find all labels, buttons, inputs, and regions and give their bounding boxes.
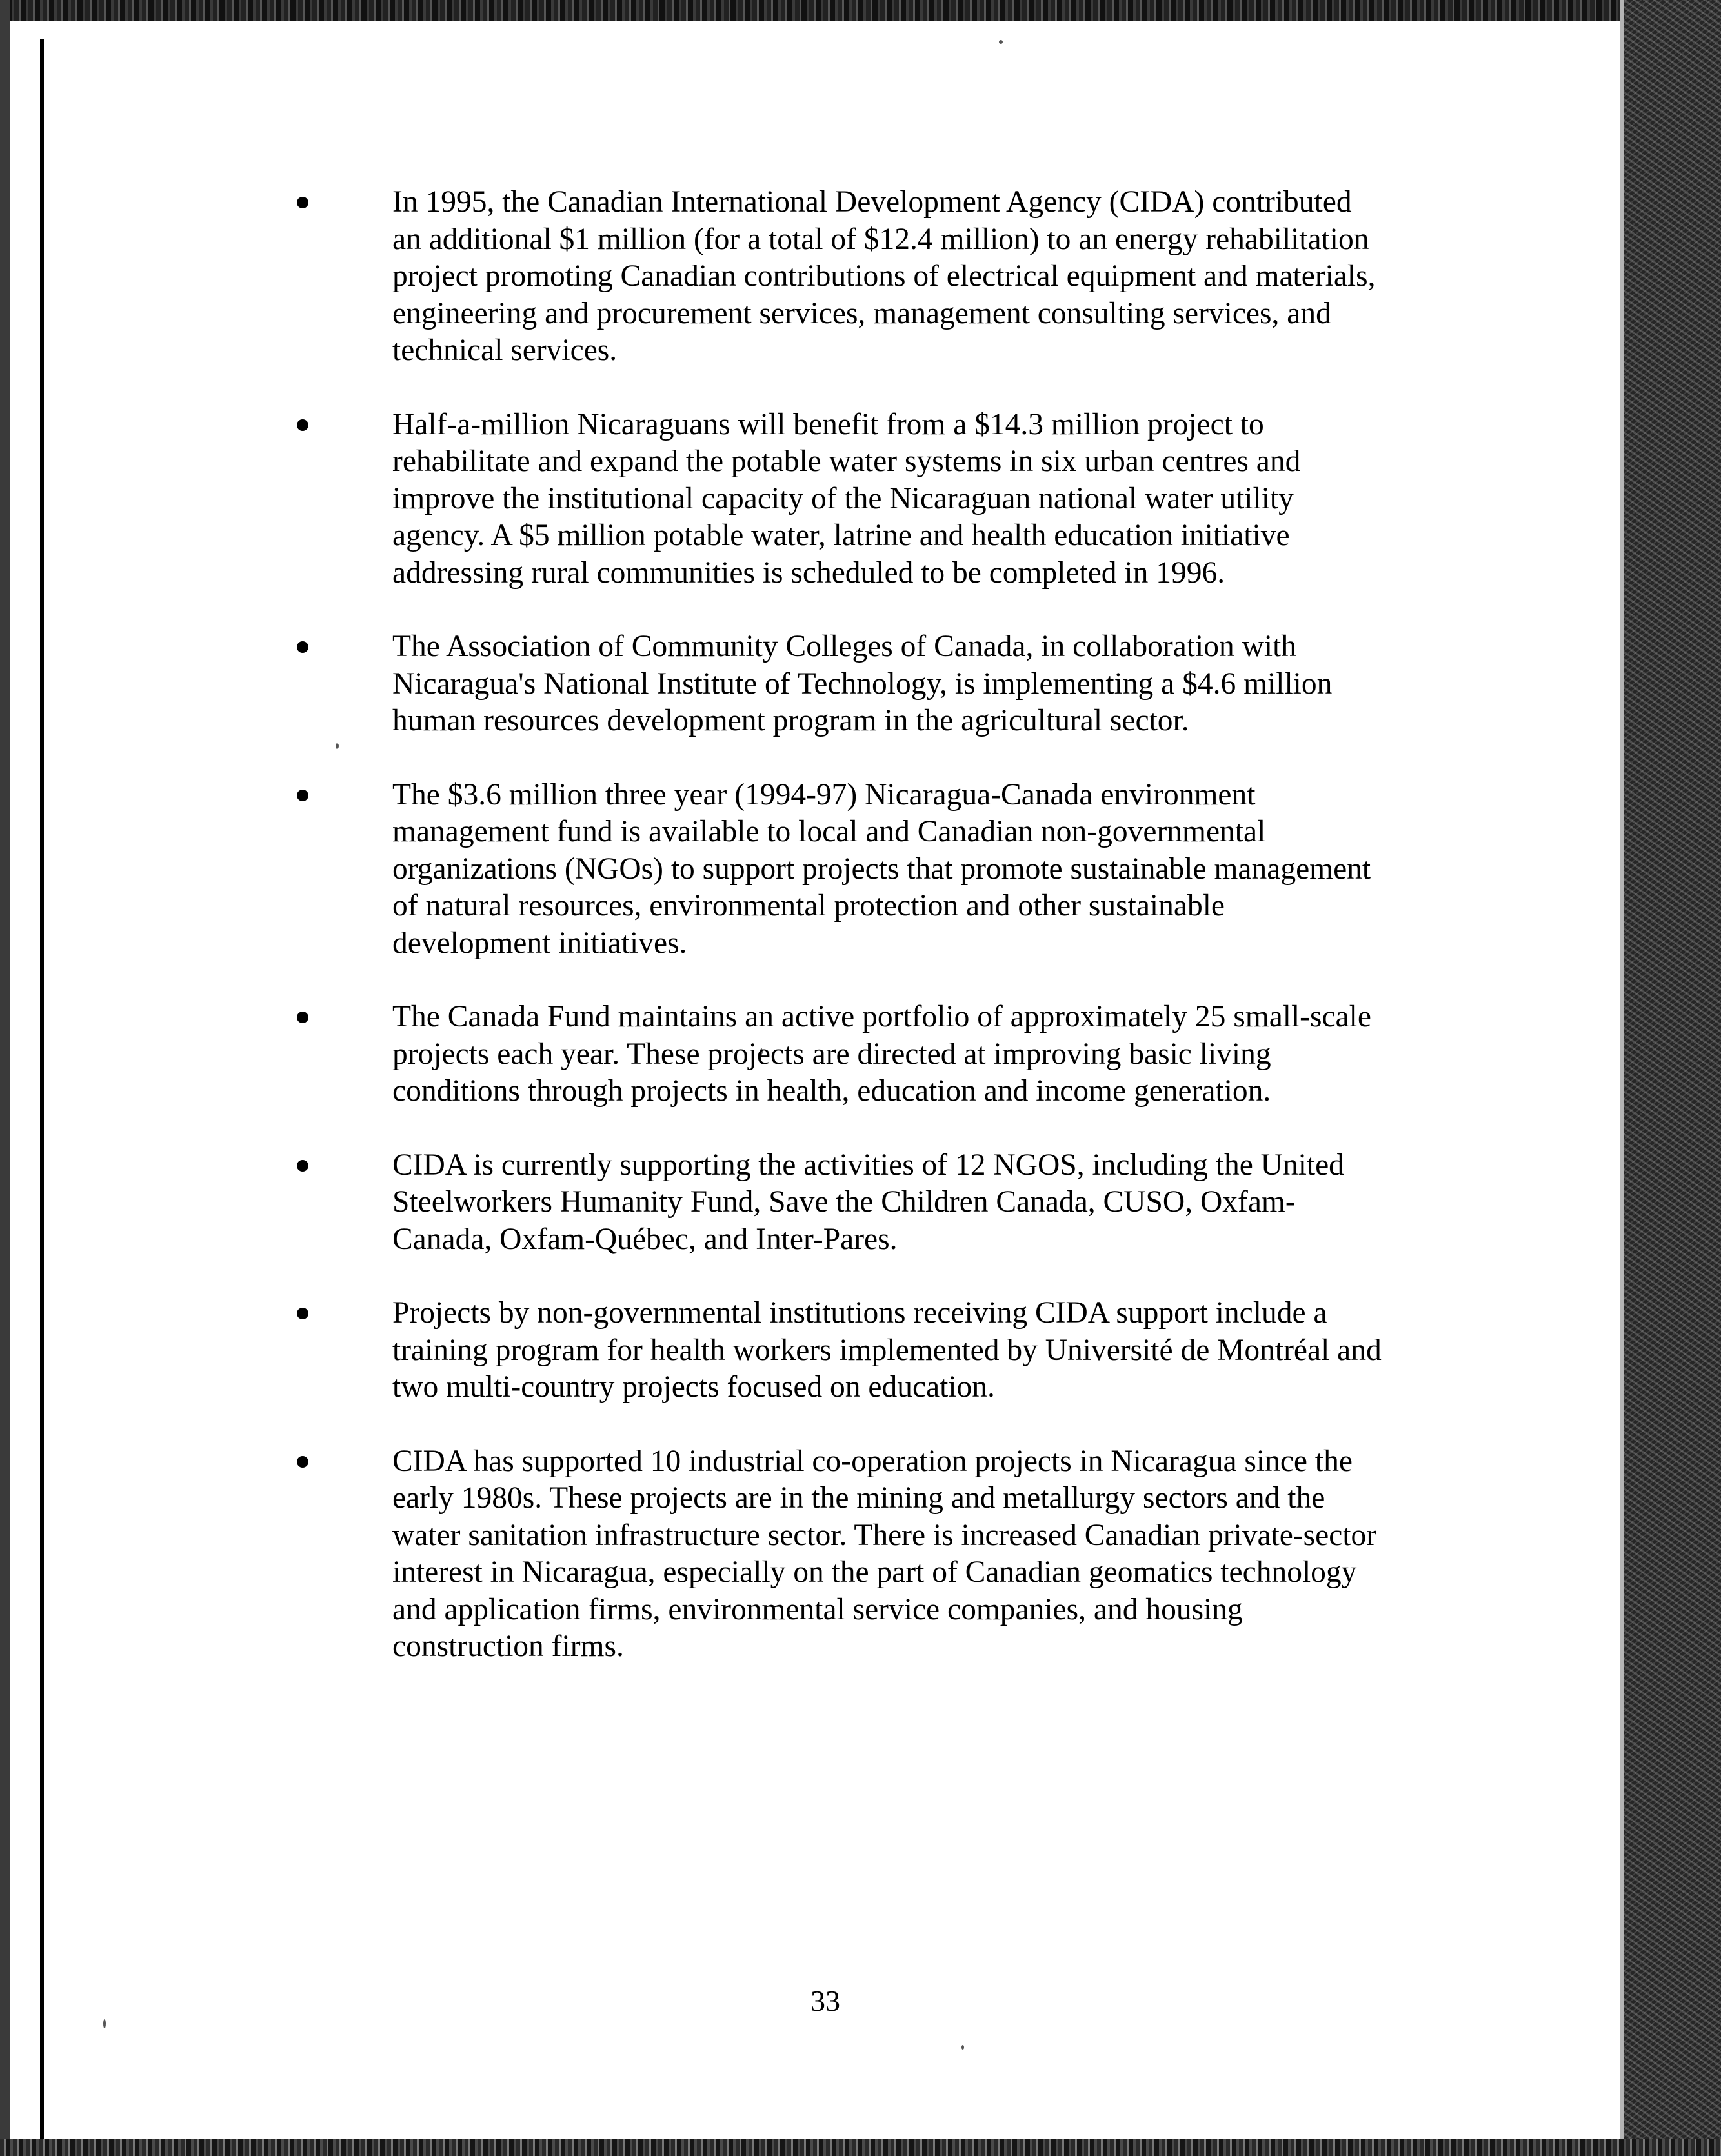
bullet-icon <box>297 1308 308 1319</box>
bullet-icon <box>297 1160 308 1172</box>
list-item <box>290 777 1387 963</box>
page-number: 33 <box>810 1984 840 2017</box>
scan-border-left <box>0 0 10 2156</box>
bullet-icon <box>297 197 308 208</box>
bullet-text: Half-a-million Nicaraguans will benefit from a $14.3 million project to rehabilitate and expand the potable water systems in six urban centres and improve the institutional capacity of the Nicaraguan national water utility agency. A $5 million potable water, latrine and health education initiative addressing rural communities is scheduled to be completed in 1996. <box>392 407 1301 590</box>
bullet-text: In 1995, the Canadian International Development Agency (CIDA) contributed an additional $1 million (for a total of $12.4 million) to an energy rehabilitation project promoting Canadian contributions of electrical equipment and materials, engineering and procurement services, management consulting services, and technical services. <box>392 185 1376 367</box>
scan-speck <box>961 2045 964 2050</box>
bullet-text: The Association of Community Colleges of Canada, in collaboration with Nicaragua's National Institute of Technology, is implementing a $4.6 million human resources development program in the agricultural sector. <box>392 630 1333 737</box>
list-item <box>290 1147 1387 1259</box>
scan-speck <box>103 2019 106 2028</box>
list-item <box>290 184 1387 370</box>
bullet-text: The $3.6 million three year (1994-97) Nicaragua-Canada environment management fund is available to local and Canadian non-governmental organizations (NGOs) to support projects that promote sustainable management of natural resources, environmental protection and other sustainable development initiatives. <box>392 777 1371 960</box>
bullet-text: Projects by non-governmental institutions receiving CIDA support include a training program for health workers implemented by Université de Montréal and two multi-country projects focused on education. <box>392 1296 1382 1404</box>
scan-border-bottom <box>0 2139 1721 2156</box>
scan-border-right <box>1624 0 1721 2156</box>
bullet-text: CIDA is currently supporting the activities of 12 NGOS, including the United Steelworkers Humanity Fund, Save the Children Canada, CUSO, Oxfam-Canada, Oxfam-Québec, and Inter-Pares. <box>392 1148 1344 1256</box>
list-item <box>290 1443 1387 1666</box>
bullet-icon <box>297 1012 308 1023</box>
bullet-list <box>290 184 1387 1702</box>
list-item <box>290 999 1387 1110</box>
bullet-text: CIDA has supported 10 industrial co-operation projects in Nicaragua since the early 1980s. These projects are in the mining and metallurgy sectors and the water sanitation infrastructure sector. There is increased Canadian private-sector interest in Nicaragua, especially on the part of Canadian geomatics technology and application firms, environmental service companies, and housing construction firms. <box>392 1444 1377 1663</box>
binding-line <box>40 39 44 2142</box>
scan-speck <box>999 40 1003 44</box>
bullet-icon <box>297 1456 308 1468</box>
bullet-icon <box>297 790 308 801</box>
bullet-icon <box>297 419 308 431</box>
list-item <box>290 628 1387 740</box>
bullet-icon <box>297 641 308 653</box>
list-item <box>290 1295 1387 1406</box>
bullet-text: The Canada Fund maintains an active portfolio of approximately 25 small-scale projects each year. These projects are directed at improving basic living conditions through projects in health, education and income generation. <box>392 1000 1371 1108</box>
scan-border-top <box>0 0 1721 21</box>
list-item <box>290 406 1387 592</box>
